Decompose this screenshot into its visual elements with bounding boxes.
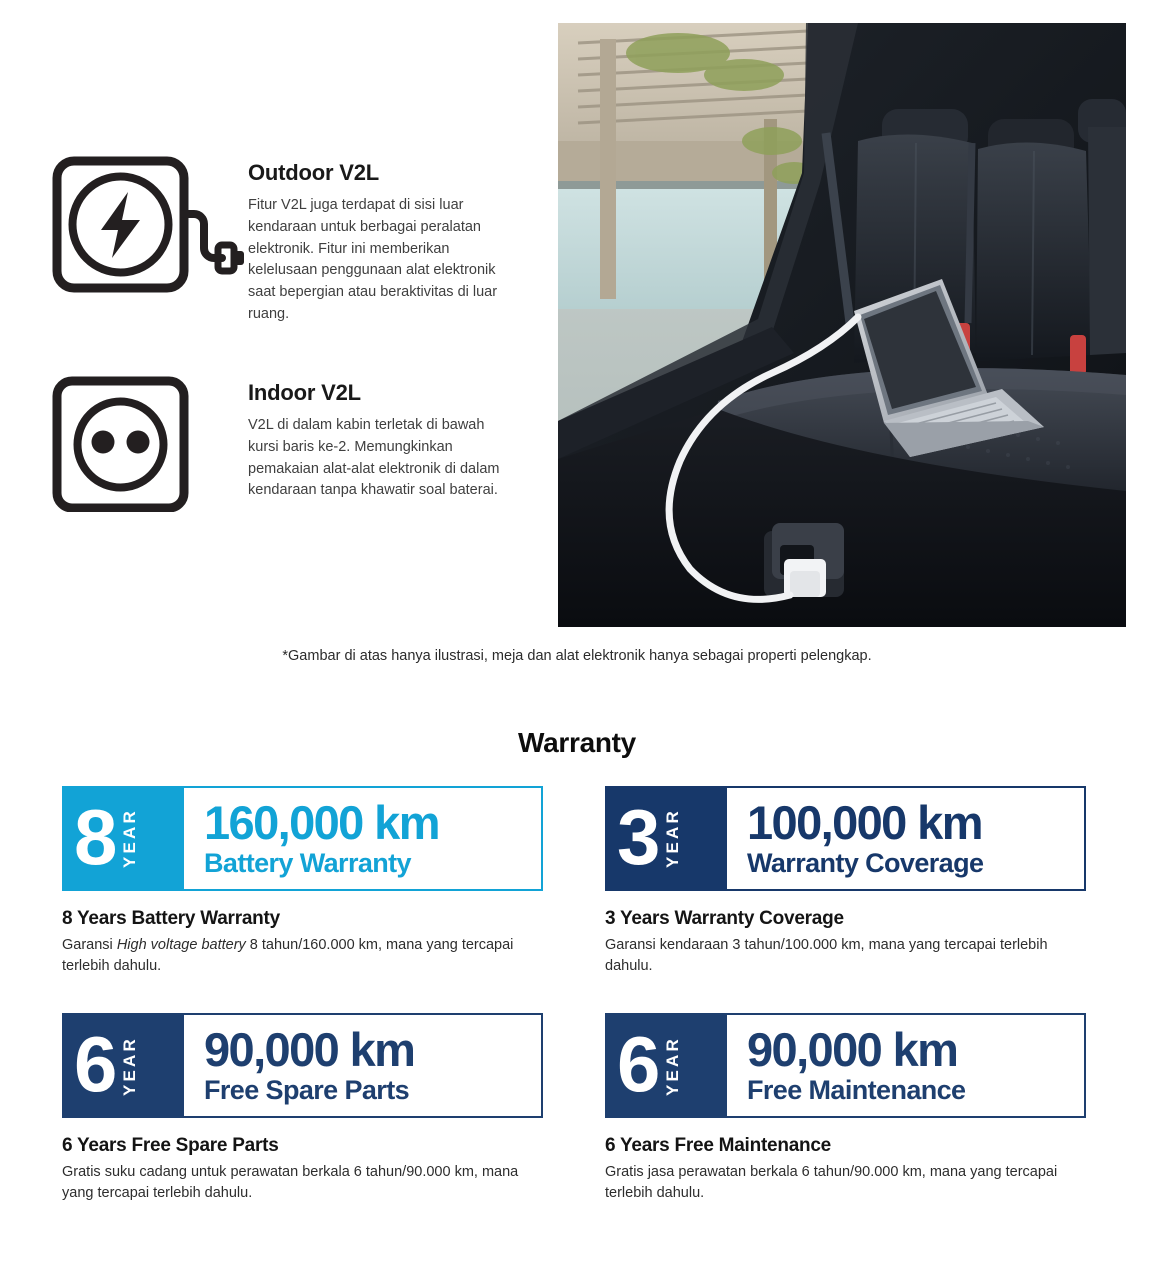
badge-years-number: 8 <box>74 793 115 881</box>
badge-year-label: YEAR <box>120 808 140 869</box>
badge-subtitle: Free Spare Parts <box>204 1074 410 1105</box>
badge-subtitle: Battery Warranty <box>204 847 411 878</box>
badge-left-block <box>607 1015 727 1116</box>
badge-right-block <box>184 1015 541 1116</box>
desc-pre: Gratis suku cadang untuk perawatan berkala 6 tahun/90.000 km, mana yang tercapai terlebih dahulu. <box>62 1164 519 1202</box>
badge-km-value: 160,000 km <box>204 795 439 849</box>
warranty-heading: Warranty <box>518 727 636 758</box>
illustration-disclaimer: *Gambar di atas hanya ilustrasi, meja dan alat elektronik hanya sebagai properti pelengkap. <box>282 648 872 664</box>
warranty-badge-spare-parts <box>62 1013 543 1118</box>
warranty-card-description <box>605 935 1086 977</box>
badge-year-label: YEAR <box>663 808 683 869</box>
badge-left-block <box>64 788 184 889</box>
warranty-card-battery <box>62 786 543 977</box>
desc-post: 8 tahun/160.000 km, mana yang tercapai terlebih dahulu. <box>62 937 514 975</box>
desc-emphasis: High voltage battery <box>116 937 246 953</box>
badge-left-block <box>607 788 727 889</box>
warranty-badge-maintenance <box>605 1013 1086 1118</box>
car-interior-photo <box>558 23 1126 627</box>
badge-year-label: YEAR <box>663 1035 683 1096</box>
warranty-badge-battery <box>62 786 543 891</box>
badge-subtitle: Warranty Coverage <box>747 847 984 878</box>
outdoor-power-outlet-plug-icon <box>48 152 248 326</box>
warranty-card-coverage <box>605 786 1086 977</box>
desc-pre: Garansi kendaraan 3 tahun/100.000 km, mana yang tercapai terlebih dahulu. <box>605 937 1048 975</box>
warranty-card-title: 8 Years Battery Warranty <box>62 908 280 929</box>
feature-indoor-text <box>248 372 500 512</box>
feature-indoor-v2l <box>48 372 500 512</box>
badge-right-block <box>184 788 541 889</box>
warranty-card-description <box>605 1162 1086 1204</box>
warranty-grid <box>62 786 1092 1204</box>
warranty-card-description <box>62 935 543 977</box>
warranty-badge-coverage <box>605 786 1086 891</box>
desc-pre: Garansi <box>62 937 117 953</box>
warranty-card-maintenance <box>605 1013 1086 1204</box>
warranty-card-description <box>62 1162 543 1204</box>
badge-years-number: 3 <box>617 793 658 881</box>
feature-indoor-title: Indoor V2L <box>248 380 361 405</box>
badge-years-number: 6 <box>617 1020 658 1109</box>
indoor-power-socket-icon <box>48 372 248 512</box>
badge-right-block <box>727 788 1084 889</box>
feature-outdoor-v2l <box>48 152 500 326</box>
badge-right-block <box>727 1015 1084 1116</box>
warranty-card-spare-parts <box>62 1013 543 1204</box>
feature-outdoor-text <box>248 152 500 326</box>
warranty-card-title: 6 Years Free Spare Parts <box>62 1135 279 1157</box>
badge-left-block <box>64 1015 184 1116</box>
feature-indoor-body: V2L di dalam kabin terletak di bawah kursi baris ke-2. Memungkinkan pemakaian alat-alat elektronik di dalam kendaraan tanpa khawatir soal baterai. <box>248 417 500 499</box>
badge-km-value: 90,000 km <box>747 1022 958 1076</box>
badge-km-value: 100,000 km <box>747 795 982 849</box>
feature-outdoor-body: Fitur V2L juga terdapat di sisi luar kendaraan untuk berbagai peralatan elektronik. Fitur ini memberikan kelelusaan penggunaan alat elektronik saat bepergian atau beraktivitas di luar ruang. <box>248 197 498 322</box>
badge-subtitle: Free Maintenance <box>747 1074 966 1105</box>
badge-years-number: 6 <box>74 1020 115 1109</box>
badge-km-value: 90,000 km <box>204 1022 415 1076</box>
feature-outdoor-title: Outdoor V2L <box>248 160 380 185</box>
desc-pre: Gratis jasa perawatan berkala 6 tahun/90.000 km, mana yang tercapai terlebih dahulu. <box>605 1164 1058 1202</box>
badge-year-label: YEAR <box>120 1035 140 1096</box>
warranty-card-title: 6 Years Free Maintenance <box>605 1135 831 1157</box>
warranty-card-title: 3 Years Warranty Coverage <box>605 908 844 929</box>
